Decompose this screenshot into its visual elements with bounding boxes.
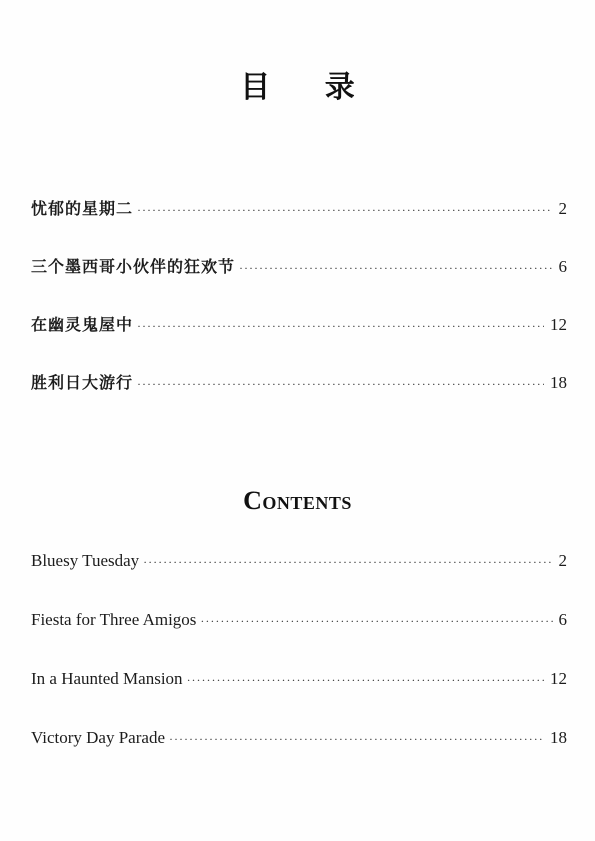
leader-dots <box>137 203 552 218</box>
toc-entry-page: 18 <box>550 728 567 747</box>
english-toc-title: Contents <box>243 486 352 515</box>
toc-entry-page: 18 <box>550 373 567 392</box>
toc-entry-title: Bluesy Tuesday <box>31 551 140 570</box>
toc-entry-en <box>31 669 567 693</box>
toc-entry-page: 12 <box>550 315 567 334</box>
leader-dots <box>169 732 544 747</box>
toc-entry-title: 在幽灵鬼屋中 <box>31 315 134 334</box>
toc-entry-cn <box>31 312 567 336</box>
toc-entry-page: 12 <box>550 669 567 688</box>
toc-entry-title: Fiesta for Three Amigos <box>31 610 197 629</box>
toc-entry-page: 2 <box>558 551 567 570</box>
toc-entry-title: In a Haunted Mansion <box>31 669 183 688</box>
toc-entry-page: 2 <box>558 199 567 218</box>
leader-dots <box>187 673 544 688</box>
toc-entry-cn <box>31 370 567 394</box>
toc-entry-page: 6 <box>558 257 567 276</box>
toc-entry-title: Victory Day Parade <box>31 728 165 747</box>
toc-entry-title: 三个墨西哥小伙伴的狂欢节 <box>31 257 236 276</box>
toc-entry-cn <box>31 254 567 278</box>
leader-dots <box>239 261 552 276</box>
toc-entry-title: 胜利日大游行 <box>31 373 134 392</box>
toc-entry-cn <box>31 196 567 220</box>
leader-dots <box>137 319 544 334</box>
leader-dots <box>143 555 552 570</box>
leader-dots <box>137 377 544 392</box>
leader-dots <box>200 614 552 629</box>
toc-entry-title: 忧郁的星期二 <box>31 199 134 218</box>
toc-entry-en <box>31 728 567 752</box>
toc-entry-page: 6 <box>558 610 567 629</box>
toc-entry-en <box>31 610 567 634</box>
chinese-toc-title: 目 录 <box>240 70 377 105</box>
toc-entry-en <box>31 551 567 575</box>
